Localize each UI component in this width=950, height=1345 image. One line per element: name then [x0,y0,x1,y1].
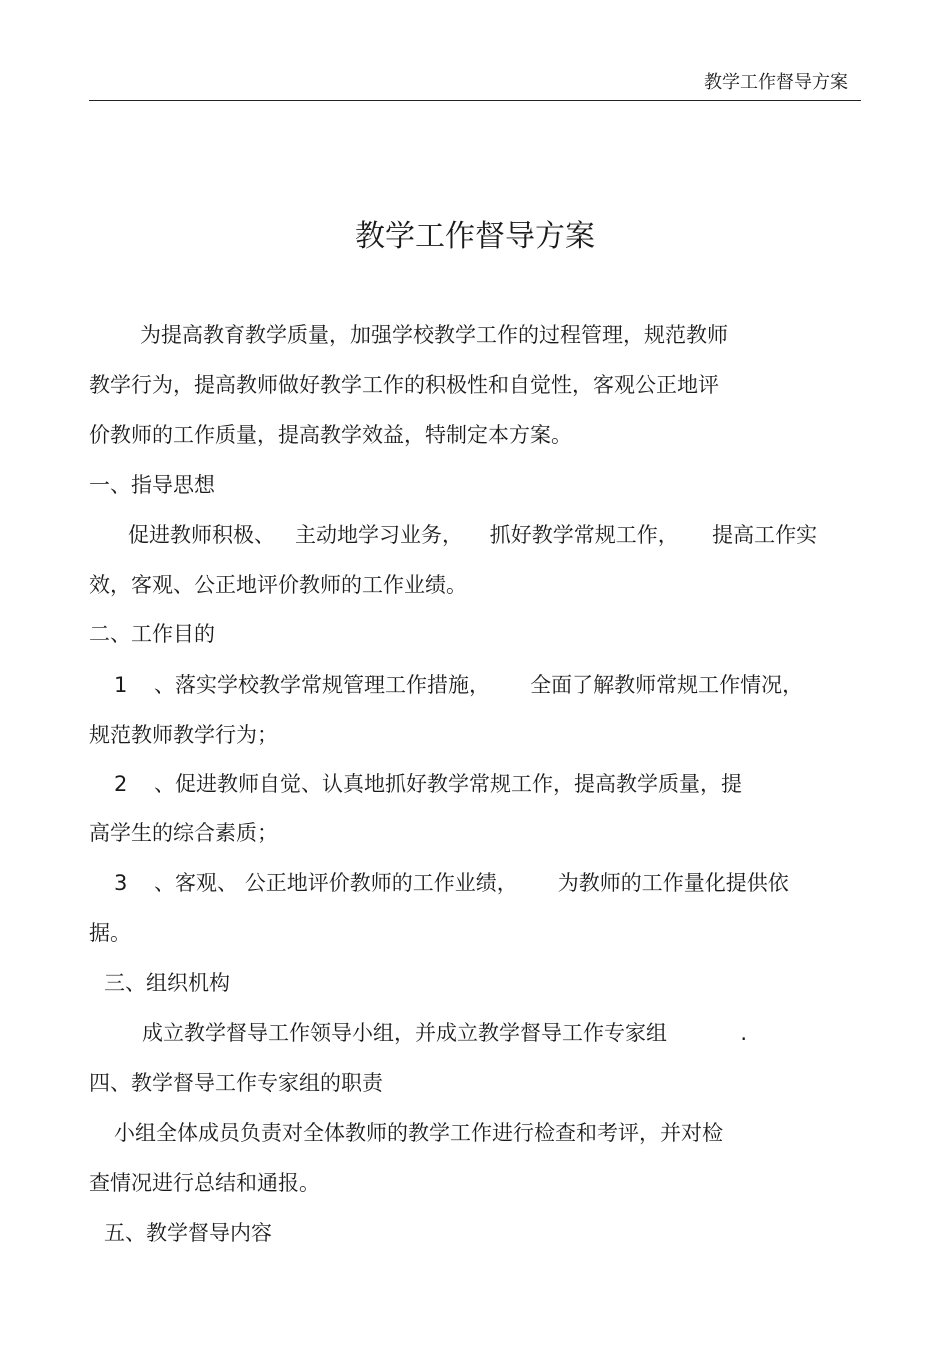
intro-line-3: 价教师的工作质量，提高教学效益，特制定本方案。 [89,423,572,447]
intro-line-1: 为提高教育教学质量，加强学校教学工作的过程管理，规范教师 [140,323,728,347]
document-title: 教学工作督导方案 [355,219,595,254]
duties-line-1: 小组全体成员负责对全体教师的教学工作进行检查和考评，并对检 [114,1121,723,1145]
goal-3-line-2: 据。 [89,921,131,945]
goal-2-line-2: 高学生的综合素质； [89,821,278,845]
goal-1-line-2: 规范教师教学行为； [89,723,278,747]
guiding-idea-line-2: 效，客观、公正地评价教师的工作业绩。 [89,573,467,597]
section-heading-goals: 二、工作目的 [89,622,215,646]
goal-2-line-1: 2 、促进教师自觉、认真地抓好教学常规工作，提高教学质量，提 [114,772,743,796]
header-rule [89,100,861,101]
section-heading-guiding-idea: 一、指导思想 [89,473,215,497]
section-heading-duties: 四、教学督导工作专家组的职责 [89,1071,383,1095]
guiding-idea-line-1: 促进教师积极、 主动地学习业务， 抓好教学常规工作， 提高工作实 [128,523,818,547]
intro-line-2: 教学行为，提高教师做好教学工作的积极性和自觉性，客观公正地评 [89,373,719,397]
goal-3-line-1: 3 、客观、 公正地评价教师的工作业绩， 为教师的工作量化提供依 [114,871,789,895]
goal-1-line-1: 1 、落实学校教学常规管理工作措施， 全面了解教师常规工作情况， [114,673,804,697]
running-header: 教学工作督导方案 [704,72,848,93]
duties-line-2: 查情况进行总结和通报。 [89,1171,320,1195]
section-heading-organization: 三、组织机构 [104,971,230,995]
section-heading-content: 五、教学督导内容 [104,1221,272,1245]
organization-line-1: 成立教学督导工作领导小组，并成立教学督导工作专家组 . [142,1021,748,1045]
